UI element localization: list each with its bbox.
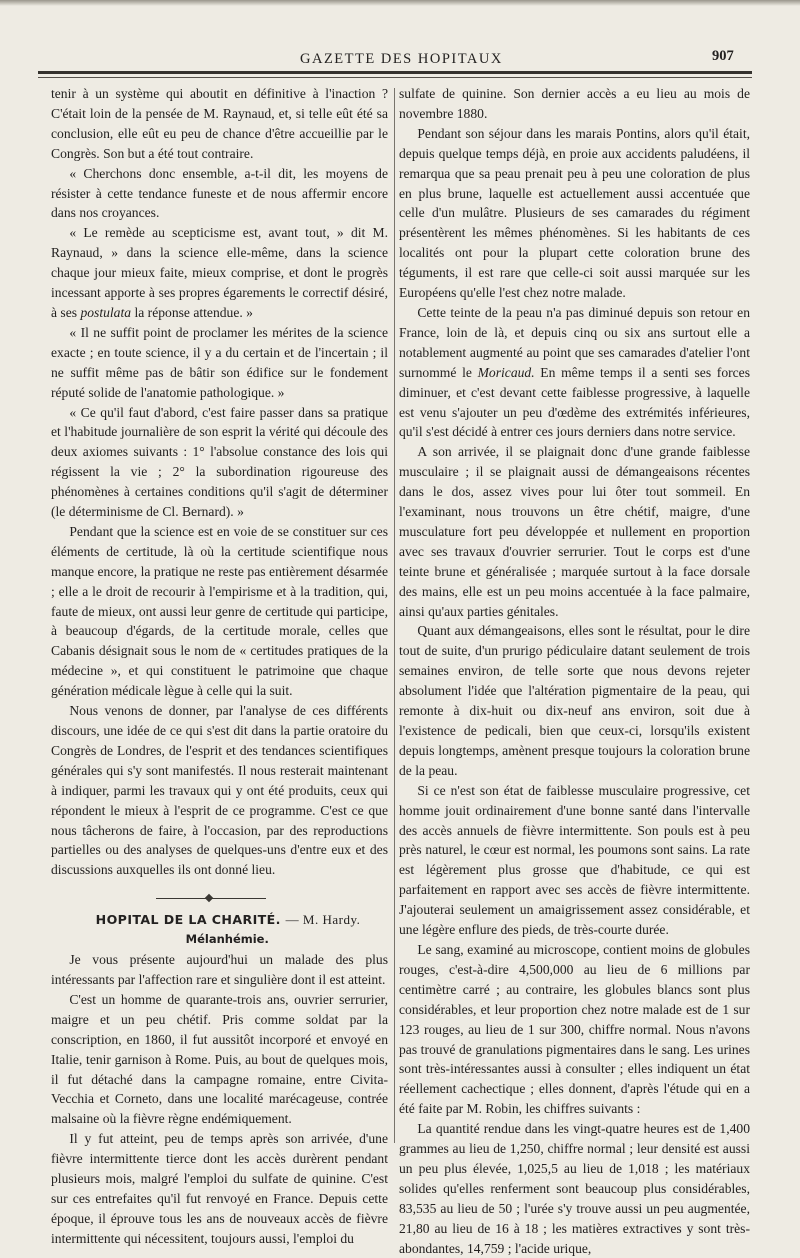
- hospital-name: HOPITAL DE LA CHARITÉ.: [95, 912, 281, 928]
- scan-edge-shadow: [0, 0, 800, 6]
- italic-term: postulata: [80, 304, 132, 320]
- paragraph: Il y fut atteint, peu de temps après son arrivée, d'une fièvre intermittente tierce dont les accès durèrent pendant plusieurs mois, malgré l'emploi du sulfate de quinine. C'est sur ces entrefaites qu'il fut renvoyé en France. Depuis cette époque, il éprouve tous les ans de nouveaux accès de fièvre intermittente qui nécessitent, toujours aussi, l'emploi du: [51, 1131, 388, 1246]
- section-divider: [51, 888, 388, 910]
- left-column: [51, 84, 388, 1249]
- page-number: 907: [712, 48, 734, 64]
- section-author: — M. Hardy.: [285, 912, 361, 928]
- article-subheading: Mélanhémie.: [185, 932, 269, 947]
- paragraph: A son arrivée, il se plaignait donc d'une grande faiblesse musculaire ; il se plaignait aussi de démangeaisons récentes dans le dos, assez vives pour lui ôter tout sommeil. En l'examinant, nous trouvons un être chétif, maigre, d'une musculature fort peu développée et nullement en proportion avec ses travaux d'ouvrier serrurier. Tout le corps est d'une teinte brune et généralisée ; marquée surtout à la face dorsale des mains, elle est un peu moins accentuée à la face palmaire, ainsi qu'aux parties génitales.: [399, 444, 750, 619]
- paragraph: Je vous présente aujourd'hui un malade des plus intéressants par l'affection rare et singulière dont il est atteint.: [51, 952, 388, 987]
- divider-ornament: [205, 894, 213, 902]
- paragraph: C'est un homme de quarante-trois ans, ouvrier serrurier, maigre et un peu chétif. Pris comme soldat par la conscription, en 1860, il fut aussitôt incorporé et envoyé en Italie, tenir garnison à Rome. Puis, au bout de quelques mois, il fut détaché dans la campagne romaine, entre Civita-Vecchia et Corneto, dans une localité marécageuse, contrée malsaine où la fièvre règne endémiquement.: [51, 991, 388, 1127]
- italic-term: Moricaud.: [477, 364, 535, 380]
- paragraph: [51, 223, 388, 323]
- running-title: GAZETTE DES HOPITAUX: [300, 51, 503, 67]
- paragraph: Le sang, examiné au microscope, contient moins de globules rouges, c'est-à-dire 4,500,000 au lieu de 6 millions par centimètre carré ; au contraire, les globules blancs sont plus considérables, et leur proportion chez notre malade est de 1 sur 123 rouges, au lieu de 1 sur 300, chiffre normal. Nous n'avons pas trouvé de granulations pigmentaires dans le sang. Les urines sont très-intéressantes aussi à consulter ; elles indiquent un état réellement cachectique ; elles donnent, d'après l'étude qui en a été faite par M. Robin, les chiffres suivants :: [399, 941, 750, 1117]
- paragraph: sulfate de quinine. Son dernier accès a eu lieu au mois de novembre 1880.: [399, 86, 750, 121]
- paragraph: « Ce qu'il faut d'abord, c'est faire passer dans sa pratique et l'habitude journalière de son esprit la vérité qui découle des deux axiomes suivants : 1° l'absolue constance des lois qui régissent la vie ; 2° la subordination rigoureuse des phénomènes à certaines conditions qu'il s'agit de déterminer (le déterminisme de Cl. Bernard). »: [51, 404, 388, 520]
- paragraph-text: « Le remède au scepticisme est, avant tout, » dit M. Raynaud, » dans la science elle-même, dans la science chaque jour mieux faite, mieux comprise, et dont le progrès incessant apporte à ses propres égarements le correctif désiré, à ses: [51, 225, 388, 320]
- paragraph: Quant aux démangeaisons, elles sont le résultat, pour le dire tout de suite, d'un prurigo pédiculaire datant seulement de trois semaines environ, de telle sorte que nous devons rejeter absolument l'idée que l'altération pigmentaire de la peau, qui remonte à dix-huit ou dix-neuf ans environ, soit due à l'existence de pedicali, bien que ceux-ci, lorsqu'ils existent depuis longtemps, amènent presque toujours la coloration brune de la peau.: [399, 623, 750, 778]
- paragraph-text: Cette teinte de la peau n'a pas diminué depuis son retour en France, loin de là, et depuis cinq ou six ans surtout elle a notablement augmenté au point que ses camarades d'atelier l'ont surnommé le: [399, 304, 750, 380]
- header-rule-thick: [38, 71, 752, 74]
- paragraph: Nous venons de donner, par l'analyse de ces différents discours, une idée de ce qui s'est dit dans la partie oratoire du Congrès de Londres, de l'esprit et des tendances scientifiques générales qui s'y sont manifestés. Il nous resterait maintenant à indiquer, parmi les travaux qui y ont été produits, ceux qui répondent le mieux à l'esprit de ce programme. C'est ce que nous tâcherons de faire, à l'occasion, par des reproductions partielles ou des analyses de quelques-uns d'entre eux et des discussions auxquelles ils ont donné lieu.: [51, 703, 388, 878]
- paragraph-text: En même temps il a senti ses forces diminuer, et c'est devant cette faiblesse progressive, à laquelle est venu s'ajouter un peu d'œdème des extrémités inférieures, qu'il s'est décidé à entrer ces jours derniers dans notre service.: [399, 364, 751, 440]
- paragraph: « Cherchons donc ensemble, a-t-il dit, les moyens de résister à cette tendance funeste et de nous affermir encore dans nos croyances.: [51, 165, 388, 221]
- paragraph: [399, 303, 750, 442]
- paragraph: Si ce n'est son état de faiblesse musculaire progressive, cet homme jouit ordinairement d'une bonne santé dans l'intervalle des accès annuels de fièvre intermittente. Son pouls est à peu près naturel, le cœur est normal, les poumons sont sains. La rate est légèrement plus grosse que d'habitude, ce qui est parfaitement en rapport avec ses accès de fièvre intermittente. J'ajouterai seulement un amaigrissement assez considérable, et une légère enflure des pieds, de très-courte durée.: [399, 782, 750, 938]
- paragraph: Pendant son séjour dans les marais Pontins, alors qu'il était, depuis quelque temps déjà, en proie aux accidents paludéens, il remarqua que sa peau prenait peu à peu une coloration de plus en plus brune, laquelle est actuellement aussi accentuée que celle d'un mulâtre. Plusieurs de ses camarades du régiment présentèrent les mêmes phénomènes. Si les habitants de ces localités ont pour la plupart cette coloration brune des téguments, il est rare que celle-ci soit aussi marquée sur les Européens qu'elle l'est chez notre malade.: [399, 125, 750, 301]
- paragraph: tenir à un système qui aboutit en définitive à l'inaction ? C'était loin de la pensée de M. Raynaud, et, si telle eût été sa conclusion, elle eût eu peu de chance d'être accueillie par le Congrès. Son but a été tout contraire.: [51, 86, 388, 161]
- paragraph: Pendant que la science est en voie de se constituer sur ces éléments de certitude, là où la certitude scientifique nous manque encore, la pratique ne reste pas entièrement désarmée ; elle a le droit de recourir à l'empirisme et à la tradition, qui, faute de mieux, ont aussi leur genre de certitude qui participe, à beaucoup d'égards, de la certitude morale, celles que Cabanis désignait sous le nom de « certitudes pratiques de la médecine », et qui constituent le patrimoine que chaque génération médicale lègue à celle qui la suit.: [51, 523, 388, 699]
- paragraph-text: la réponse attendue. »: [131, 304, 253, 320]
- paragraph: La quantité rendue dans les vingt-quatre heures est de 1,400 grammes au lieu de 1,250, chiffre normal ; leur densité est aussi un peu plus élevée, 1,025,5 au lieu de 1,018 ; les matériaux solides qu'elles renferment sont beaucoup plus considérables, 83,535 au lieu de 50 ; l'urée s'y trouve aussi un peu augmentée, 21,80 au lieu de 16 à 18 ; les matières extractives y sont très-abondantes, 14,759 ; l'acide urique,: [399, 1121, 750, 1256]
- paragraph: « Il ne suffit point de proclamer les mérites de la science exacte ; en toute science, il y a du certain et de l'incertain ; il ne suffit même pas de bâtir son édifice sur le fondement réputé solide de l'anatomie pathologique. »: [51, 324, 388, 400]
- column-divider: [394, 88, 395, 1143]
- header-rule-thin: [38, 77, 752, 78]
- section-heading: [51, 910, 388, 930]
- right-column: [399, 84, 750, 1258]
